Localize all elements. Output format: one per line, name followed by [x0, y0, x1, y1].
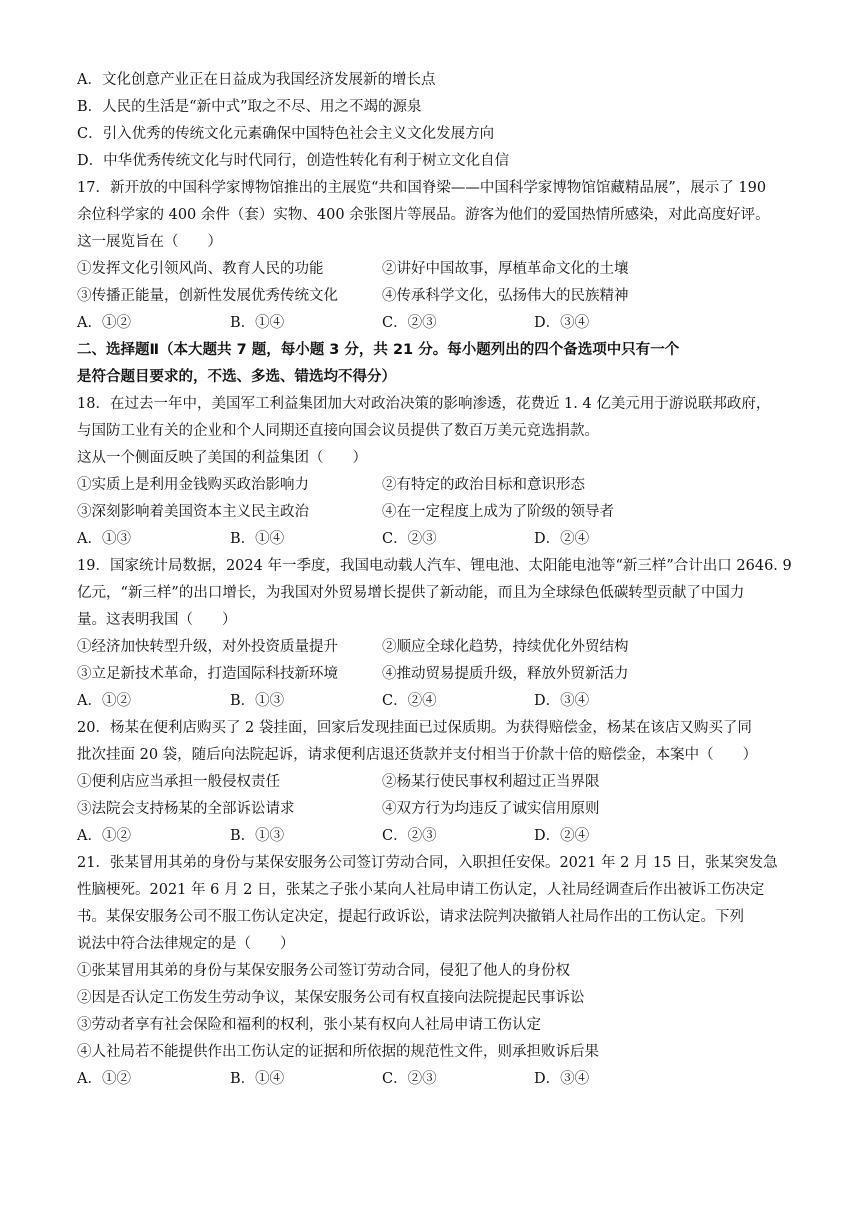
section-2-heading: 是符合题目要求的，不选、多选、错选均不得分） — [77, 369, 396, 385]
q21-stem-line: 性脑梗死。2021 年 6 月 2 日，张某之子张小某向人社局申请工伤认定，人社局经调查后作出被诉工伤决定 — [77, 882, 765, 898]
q16-option-b: B．人民的生活是“新中式”取之不尽、用之不竭的源泉 — [77, 99, 422, 115]
q18-statements-row — [77, 475, 797, 497]
q19-statement-3: ③立足新技术革命，打造国际科技新环境 — [77, 666, 338, 682]
q17-option-c[interactable]: C．②③ — [382, 315, 437, 331]
q17-answer-options — [77, 313, 797, 335]
q18-statements-row — [77, 502, 797, 524]
q20-statements-row — [77, 772, 797, 794]
q17-stem-line: 余位科学家的 400 余件（套）实物、400 余张图片等展品。游客为他们的爱国热情所感染，对此高度好评。 — [77, 207, 770, 223]
q20-statement-1: ①便利店应当承担一般侵权责任 — [77, 774, 280, 790]
q21-stem-line: 书。某保安服务公司不服工伤认定决定，提起行政诉讼，请求法院判决撤销人社局作出的工伤认定。下列 — [77, 909, 744, 925]
q21-statement-3: ③劳动者享有社会保险和福利的权利，张小某有权向人社局申请工伤认定 — [77, 1017, 541, 1033]
q18-statement-4: ④在一定程度上成为了阶级的领导者 — [382, 504, 614, 520]
q19-option-c[interactable]: C．②④ — [382, 693, 437, 709]
q18-option-a[interactable]: A．①③ — [77, 531, 131, 547]
q19-stem-line: 19．国家统计局数据，2024 年一季度，我国电动载人汽车、锂电池、太阳能电池等“新三样”合计出口 2646. 9 — [77, 558, 792, 574]
q16-option-d: D．中华优秀传统文化与时代同行，创造性转化有利于树立文化自信 — [77, 153, 510, 169]
q21-option-b[interactable]: B．①④ — [230, 1071, 285, 1087]
q19-statement-2: ②顺应全球化趋势，持续优化外贸结构 — [382, 639, 629, 655]
q19-option-b[interactable]: B．①③ — [230, 693, 285, 709]
q18-option-c[interactable]: C．②③ — [382, 531, 437, 547]
q21-answer-options — [77, 1069, 797, 1091]
q19-stem-line: 亿元，“新三样”的出口增长，为我国对外贸易增长提供了新动能，而且为全球绿色低碳转型贡献了中国力 — [77, 585, 745, 601]
q21-stem-line: 21．张某冒用其弟的身份与某保安服务公司签订劳动合同，入职担任安保。2021 年 2 月 15 日，张某突发急 — [77, 855, 778, 871]
q20-statement-4: ④双方行为均违反了诚实信用原则 — [382, 801, 600, 817]
q17-statements-row — [77, 259, 797, 281]
q17-option-a[interactable]: A．①② — [77, 315, 131, 331]
q21-statement-2: ②因是否认定工伤发生劳动争议，某保安服务公司有权直接向法院提起民事诉讼 — [77, 990, 585, 1006]
q21-statement-4: ④人社局若不能提供作出工伤认定的证据和所依据的规范性文件，则承担败诉后果 — [77, 1044, 599, 1060]
q21-option-c[interactable]: C．②③ — [382, 1071, 437, 1087]
q19-option-a[interactable]: A．①② — [77, 693, 131, 709]
q20-statement-2: ②杨某行使民事权利超过正当界限 — [382, 774, 600, 790]
q20-option-b[interactable]: B．①③ — [230, 828, 285, 844]
q21-statement-1: ①张某冒用其弟的身份与某保安服务公司签订劳动合同，侵犯了他人的身份权 — [77, 963, 570, 979]
q18-option-b[interactable]: B．①④ — [230, 531, 285, 547]
q17-stem-line: 17．新开放的中国科学家博物馆推出的主展览“共和国脊梁——中国科学家博物馆馆藏精品展”，展示了 190 — [77, 180, 767, 196]
q16-option-c: C．引入优秀的传统文化元素确保中国特色社会主义文化发展方向 — [77, 126, 495, 142]
q19-stem-line: 量。这表明我国（ ） — [77, 612, 237, 628]
q18-stem-line: 18．在过去一年中，美国军工利益集团加大对政治决策的影响渗透，花费近 1. 4 亿美元用于游说联邦政府， — [77, 396, 771, 412]
q20-statement-3: ③法院会支持杨某的全部诉讼请求 — [77, 801, 295, 817]
q20-option-c[interactable]: C．②③ — [382, 828, 437, 844]
q18-statement-3: ③深刻影响着美国资本主义民主政治 — [77, 504, 309, 520]
q17-statement-1: ①发挥文化引领风尚、教育人民的功能 — [77, 261, 324, 277]
q19-statements-row — [77, 637, 797, 659]
q21-stem-line: 说法中符合法律规定的是（ ） — [77, 936, 295, 952]
q21-option-a[interactable]: A．①② — [77, 1071, 131, 1087]
q17-statements-row — [77, 286, 797, 308]
section-2-heading: 二、选择题Ⅱ（本大题共 7 题，每小题 3 分，共 21 分。每小题列出的四个备选项中只有一个 — [77, 342, 680, 358]
q20-option-d[interactable]: D．②④ — [534, 828, 590, 844]
q20-stem-line: 批次挂面 20 袋，随后向法院起诉，请求便利店退还货款并支付相当于价款十倍的赔偿金，本案中（ ） — [77, 747, 758, 763]
q19-answer-options — [77, 691, 797, 713]
q18-answer-options — [77, 529, 797, 551]
q18-statement-2: ②有特定的政治目标和意识形态 — [382, 477, 585, 493]
q19-statement-4: ④推动贸易提质升级，释放外贸新活力 — [382, 666, 629, 682]
q20-answer-options — [77, 826, 797, 848]
q20-option-a[interactable]: A．①② — [77, 828, 131, 844]
q17-statement-2: ②讲好中国故事，厚植革命文化的土壤 — [382, 261, 629, 277]
q19-statement-1: ①经济加快转型升级，对外投资质量提升 — [77, 639, 338, 655]
q19-statements-row — [77, 664, 797, 686]
q20-statements-row — [77, 799, 797, 821]
q18-stem-line: 与国防工业有关的企业和个人同期还直接向国会议员提供了数百万美元竞选捐款。 — [77, 423, 599, 439]
q21-option-d[interactable]: D．③④ — [534, 1071, 590, 1087]
q18-stem-line: 这从一个侧面反映了美国的利益集团（ ） — [77, 450, 367, 466]
q18-option-d[interactable]: D．②④ — [534, 531, 590, 547]
q17-statement-4: ④传承科学文化，弘扬伟大的民族精神 — [382, 288, 629, 304]
q19-option-d[interactable]: D．③④ — [534, 693, 590, 709]
q18-statement-1: ①实质上是利用金钱购买政治影响力 — [77, 477, 309, 493]
q17-option-b[interactable]: B．①④ — [230, 315, 285, 331]
q17-stem-line: 这一展览旨在（ ） — [77, 234, 222, 250]
q20-stem-line: 20．杨某在便利店购买了 2 袋挂面，回家后发现挂面已过保质期。为获得赔偿金，杨某在该店又购买了同 — [77, 720, 752, 736]
q17-statement-3: ③传播正能量，创新性发展优秀传统文化 — [77, 288, 338, 304]
q17-option-d[interactable]: D．③④ — [534, 315, 590, 331]
q16-option-a: A．文化创意产业正在日益成为我国经济发展新的增长点 — [77, 72, 436, 88]
